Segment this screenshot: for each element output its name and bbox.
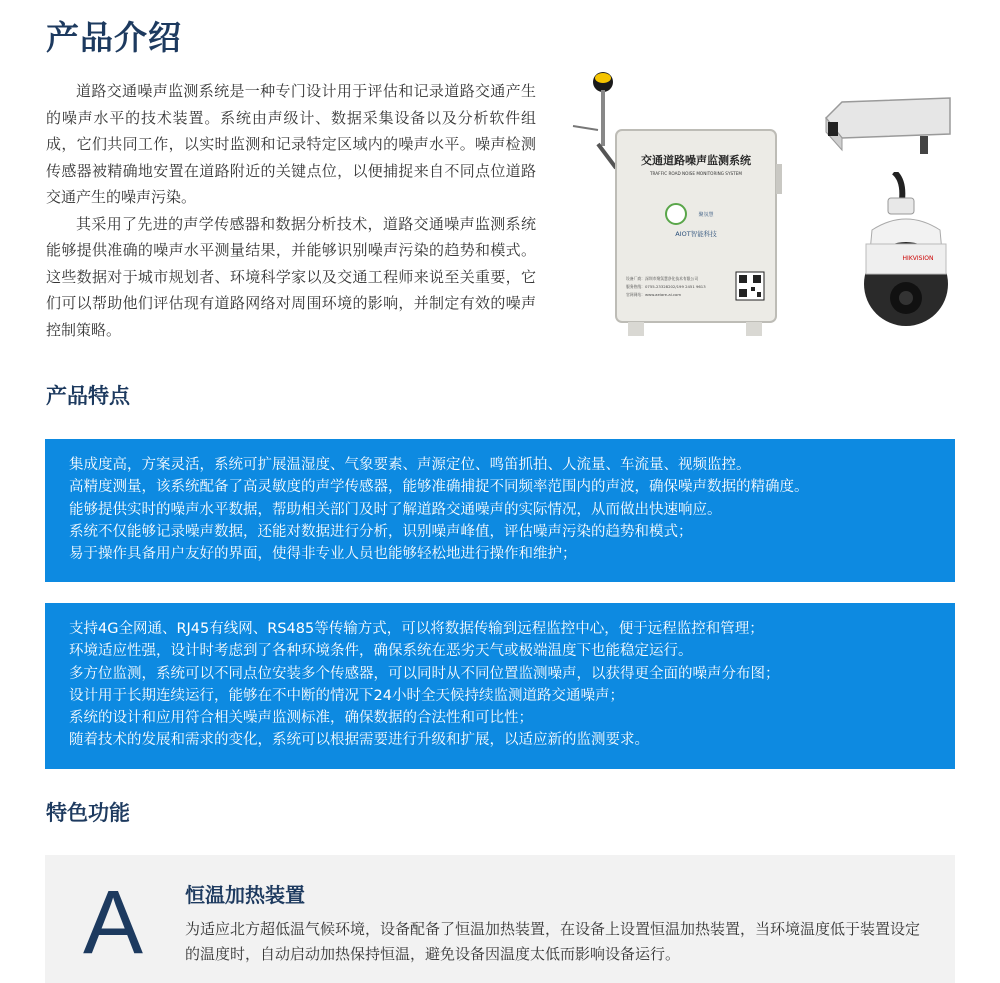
device-info-line-3: 官网网站：www.aeiare-ai.com: [626, 292, 682, 297]
special-features-heading: 特色功能: [46, 801, 130, 825]
device-info-line-2: 服务热线：0755-23328202/199 2451 9613: [626, 284, 706, 289]
feature-line: 设计用于长期连续运行，能够在不中断的情况下24小时全天候持续监测道路交通噪声；: [69, 687, 624, 704]
feature-line: 能够提供实时的噪声水平数据，帮助相关部门及时了解道路交通噪声的实际情况，从而做出快速响应。: [69, 501, 722, 518]
features-box-1: [45, 439, 955, 582]
device-logo-badge: 聚氛慧: [698, 212, 714, 218]
feature-line: 集成度高，方案灵活，系统可扩展温湿度、气象要素、声源定位、鸣笛抓拍、人流量、车流量、视频监控。: [69, 457, 751, 473]
intro-text: [46, 78, 536, 343]
device-logo-text: AIOT智能科技: [675, 230, 717, 238]
features-box-2: [45, 603, 955, 769]
feature-line: 多方位监测，系统可以不同点位安装多个传感器，可以同时从不同位置监测噪声，以获得更全面的噪声分布图；: [69, 665, 780, 682]
camera-brand-text: HIKVISION: [902, 255, 934, 262]
features-heading: 产品特点: [46, 384, 130, 408]
intro-paragraph-2: 其采用了先进的声学传感器和数据分析技术，道路交通噪声监测系统能够提供准确的噪声水平测量结果，并能够识别噪声污染的趋势和模式。这些数据对于城市规划者、环境科学家以及交通工程师来说至关重要，它们可以帮助他们评估现有道路网络对周围环境的影响，并制定有效的噪声控制策略。: [46, 214, 536, 339]
feature-letter: A: [83, 873, 144, 973]
device-info-line-1: 设备厂商：深圳市聚氛慧净化技术有限公司: [626, 276, 699, 281]
device-title-text: 交通道路噪声监测系统: [641, 154, 751, 167]
feature-line: 易于操作具备用户友好的界面，使得非专业人员也能够轻松地进行操作和维护；: [69, 546, 577, 563]
feature-card-a: [45, 855, 955, 983]
dome-camera-image: [860, 172, 952, 330]
intro-paragraph-1: 道路交通噪声监测系统是一种专门设计用于评估和记录道路交通产生的噪声水平的技术装置。系统由声级计、数据采集设备以及分析软件组成，它们共同工作，以实时监测和记录特定区域内的噪声水平。噪声检测传感器被精确地安置在道路附近的关键点位，以便捕捉来自不同点位道路交通产生的噪声污染。: [46, 82, 536, 206]
feature-title: 恒温加热装置: [185, 883, 305, 907]
feature-line: 随着技术的发展和需求的变化，系统可以根据需要进行升级和扩展，以适应新的监测要求。: [69, 732, 649, 749]
feature-line: 系统的设计和应用符合相关噪声监测标准，确保数据的合法性和可比性；: [69, 710, 533, 727]
feature-description: 为适应北方超低温气候环境，设备配备了恒温加热装置，在设备上设置恒温加热装置，当环境温度低于装置设定的温度时，自动启动加热保持恒温，避免设备因温度太低而影响设备运行。: [185, 920, 921, 963]
page-title: 产品介绍: [46, 18, 182, 57]
feature-line: 高精度测量，该系统配备了高灵敏度的声学传感器，能够准确捕捉不同频率范围内的声波，确保噪声数据的精确度。: [69, 479, 809, 496]
noise-monitor-device-image: [568, 64, 784, 344]
bullet-camera-image: [820, 94, 954, 156]
device-subtitle-text: TRAFFIC ROAD NOISE MONITORING SYSTEM: [650, 171, 742, 176]
feature-line: 系统不仅能够记录噪声数据，还能对数据进行分析，识别噪声峰值，评估噪声污染的趋势和模式；: [69, 523, 693, 540]
feature-line: 环境适应性强，设计时考虑到了各种环境条件，确保系统在恶劣天气或极端温度下也能稳定运行。: [69, 643, 693, 660]
feature-line: 支持4G全网通、RJ45有线网、RS485等传输方式，可以将数据传输到远程监控中心，便于远程监控和管理；: [69, 621, 764, 637]
